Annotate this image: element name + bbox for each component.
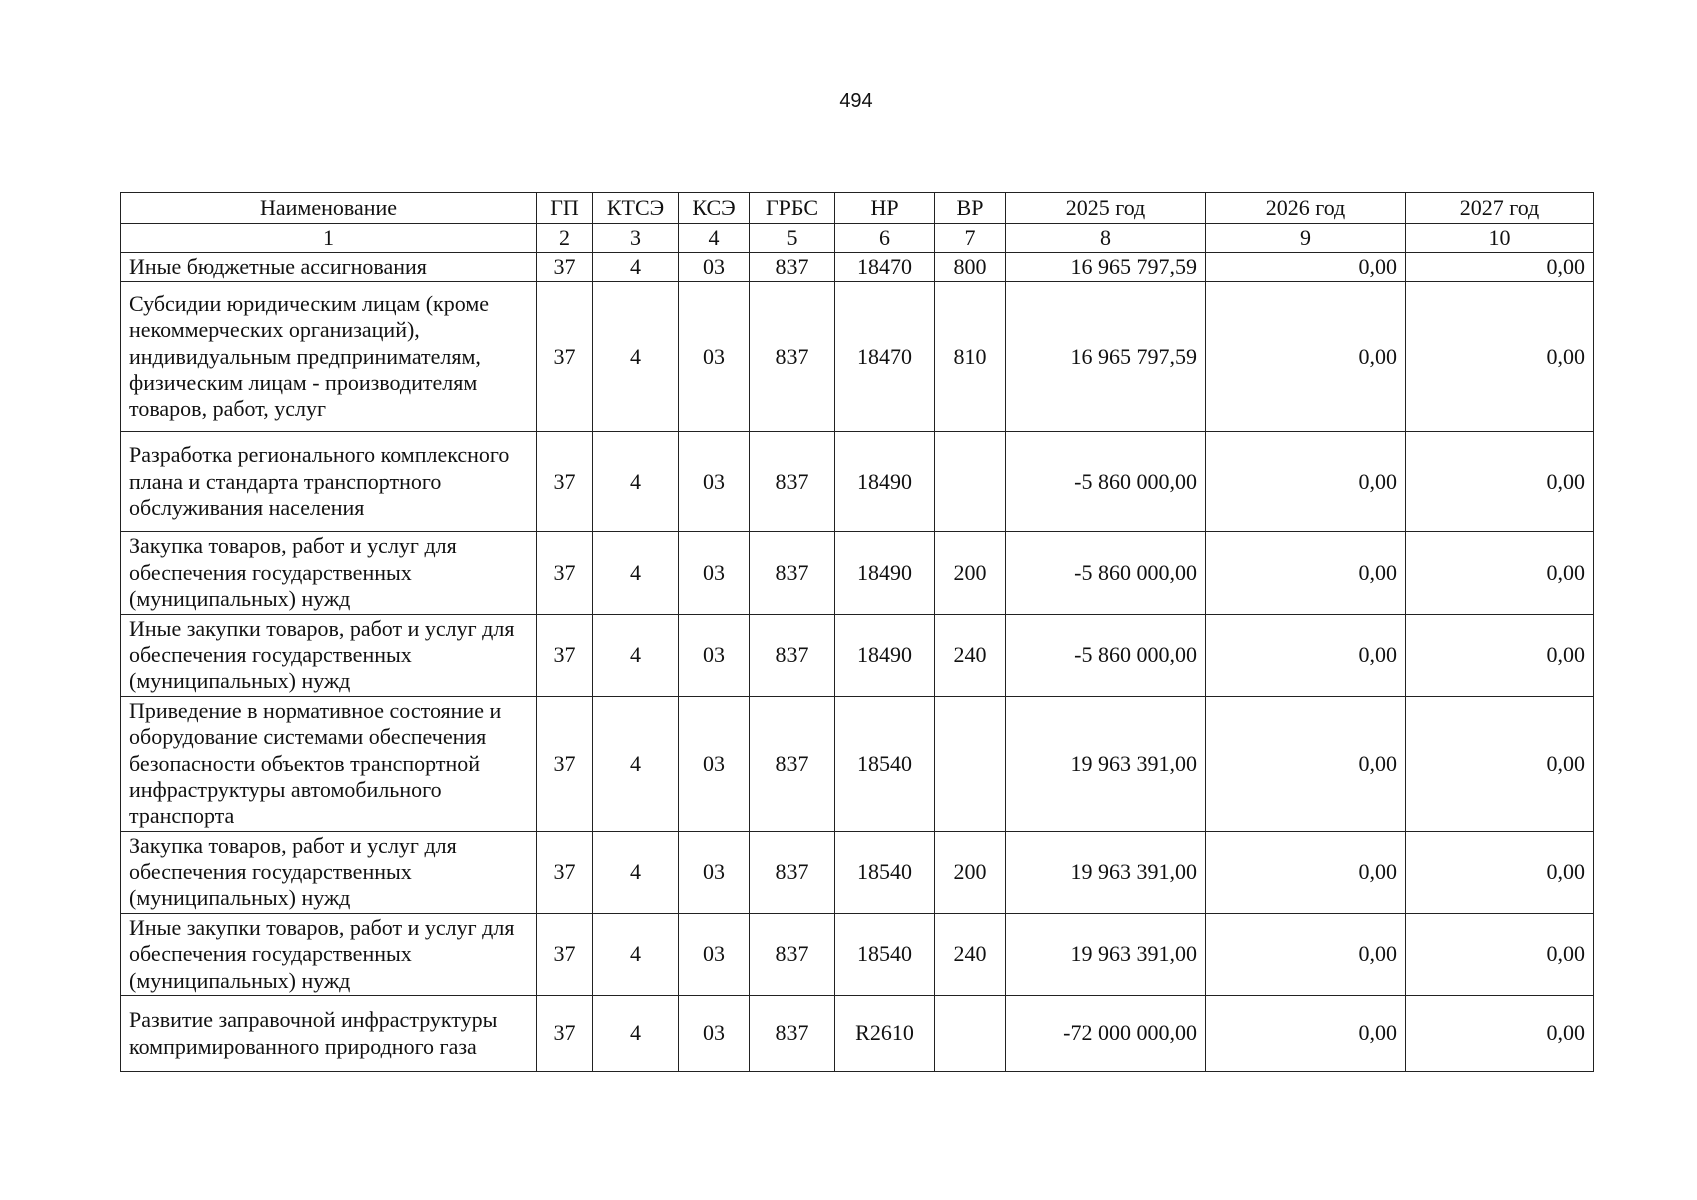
cell-2027: 0,00 [1406, 253, 1594, 282]
cell-vr: 240 [935, 913, 1006, 995]
cell-nr: 18470 [835, 282, 935, 432]
cell-grbs: 837 [750, 996, 835, 1072]
cell-2025: 19 963 391,00 [1006, 831, 1206, 913]
column-index: 2 [537, 224, 593, 253]
budget-table [120, 192, 1594, 1072]
table-row [121, 253, 1594, 282]
cell-2025: -72 000 000,00 [1006, 996, 1206, 1072]
cell-name: Приведение в нормативное состояние и оборудование системами обеспечения безопасности объектов транспортной инфраструктуры автомобильного транспорта [121, 696, 537, 831]
cell-name: Развитие заправочной инфраструктуры компримированного природного газа [121, 996, 537, 1072]
table-row [121, 696, 1594, 831]
cell-kse: 03 [679, 696, 750, 831]
cell-ktse: 4 [593, 696, 679, 831]
cell-grbs: 837 [750, 282, 835, 432]
header-vr: ВР [935, 193, 1006, 224]
cell-grbs: 837 [750, 913, 835, 995]
cell-2027: 0,00 [1406, 831, 1594, 913]
cell-nr: 18540 [835, 831, 935, 913]
cell-name: Закупка товаров, работ и услуг для обеспечения государственных (муниципальных) нужд [121, 831, 537, 913]
cell-vr [935, 996, 1006, 1072]
header-grbs: ГРБС [750, 193, 835, 224]
cell-vr [935, 432, 1006, 532]
cell-vr: 800 [935, 253, 1006, 282]
cell-2025: -5 860 000,00 [1006, 614, 1206, 696]
cell-2025: -5 860 000,00 [1006, 532, 1206, 614]
cell-2025: -5 860 000,00 [1006, 432, 1206, 532]
table-row [121, 282, 1594, 432]
header-2027: 2027 год [1406, 193, 1594, 224]
column-index: 7 [935, 224, 1006, 253]
cell-gp: 37 [537, 614, 593, 696]
cell-2026: 0,00 [1206, 913, 1406, 995]
cell-2027: 0,00 [1406, 432, 1594, 532]
cell-grbs: 837 [750, 432, 835, 532]
cell-kse: 03 [679, 253, 750, 282]
header-ktse: КТСЭ [593, 193, 679, 224]
cell-name: Иные бюджетные ассигнования [121, 253, 537, 282]
column-index: 4 [679, 224, 750, 253]
cell-name: Иные закупки товаров, работ и услуг для обеспечения государственных (муниципальных) нужд [121, 614, 537, 696]
cell-grbs: 837 [750, 614, 835, 696]
cell-kse: 03 [679, 831, 750, 913]
cell-vr: 200 [935, 831, 1006, 913]
cell-kse: 03 [679, 282, 750, 432]
column-index: 1 [121, 224, 537, 253]
cell-2027: 0,00 [1406, 696, 1594, 831]
cell-2025: 16 965 797,59 [1006, 253, 1206, 282]
cell-2026: 0,00 [1206, 253, 1406, 282]
cell-2027: 0,00 [1406, 913, 1594, 995]
cell-2027: 0,00 [1406, 532, 1594, 614]
cell-nr: R2610 [835, 996, 935, 1072]
cell-2025: 16 965 797,59 [1006, 282, 1206, 432]
cell-2027: 0,00 [1406, 282, 1594, 432]
cell-nr: 18540 [835, 696, 935, 831]
cell-2027: 0,00 [1406, 996, 1594, 1072]
table-row [121, 614, 1594, 696]
cell-name: Закупка товаров, работ и услуг для обеспечения государственных (муниципальных) нужд [121, 532, 537, 614]
cell-ktse: 4 [593, 282, 679, 432]
cell-grbs: 837 [750, 831, 835, 913]
cell-ktse: 4 [593, 913, 679, 995]
cell-ktse: 4 [593, 614, 679, 696]
cell-2026: 0,00 [1206, 282, 1406, 432]
cell-2025: 19 963 391,00 [1006, 913, 1206, 995]
cell-name: Разработка регионального комплексного плана и стандарта транспортного обслуживания населения [121, 432, 537, 532]
cell-ktse: 4 [593, 996, 679, 1072]
cell-2026: 0,00 [1206, 532, 1406, 614]
cell-kse: 03 [679, 614, 750, 696]
cell-name: Субсидии юридическим лицам (кроме некоммерческих организаций), индивидуальным предпринимателям, физическим лицам - производителям товаров, работ, услуг [121, 282, 537, 432]
cell-kse: 03 [679, 432, 750, 532]
cell-2026: 0,00 [1206, 996, 1406, 1072]
column-index: 6 [835, 224, 935, 253]
cell-kse: 03 [679, 996, 750, 1072]
column-index: 8 [1006, 224, 1206, 253]
cell-kse: 03 [679, 913, 750, 995]
column-index: 10 [1406, 224, 1594, 253]
cell-2026: 0,00 [1206, 831, 1406, 913]
cell-gp: 37 [537, 432, 593, 532]
header-name: Наименование [121, 193, 537, 224]
column-index: 9 [1206, 224, 1406, 253]
header-nr: НР [835, 193, 935, 224]
cell-ktse: 4 [593, 432, 679, 532]
header-2026: 2026 год [1206, 193, 1406, 224]
column-index: 3 [593, 224, 679, 253]
cell-kse: 03 [679, 532, 750, 614]
cell-vr: 240 [935, 614, 1006, 696]
cell-gp: 37 [537, 913, 593, 995]
page-number: 494 [839, 90, 873, 112]
cell-grbs: 837 [750, 532, 835, 614]
cell-vr: 200 [935, 532, 1006, 614]
cell-vr [935, 696, 1006, 831]
cell-name: Иные закупки товаров, работ и услуг для обеспечения государственных (муниципальных) нужд [121, 913, 537, 995]
column-index: 5 [750, 224, 835, 253]
cell-nr: 18490 [835, 614, 935, 696]
header-2025: 2025 год [1006, 193, 1206, 224]
header-kse: КСЭ [679, 193, 750, 224]
cell-ktse: 4 [593, 253, 679, 282]
table-row [121, 913, 1594, 995]
column-index-row [121, 224, 1594, 253]
cell-vr: 810 [935, 282, 1006, 432]
cell-2026: 0,00 [1206, 696, 1406, 831]
cell-gp: 37 [537, 831, 593, 913]
table-row [121, 532, 1594, 614]
cell-gp: 37 [537, 996, 593, 1072]
cell-nr: 18540 [835, 913, 935, 995]
cell-gp: 37 [537, 696, 593, 831]
cell-gp: 37 [537, 253, 593, 282]
cell-2027: 0,00 [1406, 614, 1594, 696]
cell-ktse: 4 [593, 532, 679, 614]
table-row [121, 996, 1594, 1072]
cell-2026: 0,00 [1206, 614, 1406, 696]
cell-ktse: 4 [593, 831, 679, 913]
table-row [121, 432, 1594, 532]
cell-grbs: 837 [750, 253, 835, 282]
cell-gp: 37 [537, 532, 593, 614]
header-row [121, 193, 1594, 224]
table-row [121, 831, 1594, 913]
cell-nr: 18470 [835, 253, 935, 282]
cell-2025: 19 963 391,00 [1006, 696, 1206, 831]
cell-gp: 37 [537, 282, 593, 432]
cell-grbs: 837 [750, 696, 835, 831]
header-gp: ГП [537, 193, 593, 224]
cell-nr: 18490 [835, 532, 935, 614]
cell-2026: 0,00 [1206, 432, 1406, 532]
cell-nr: 18490 [835, 432, 935, 532]
